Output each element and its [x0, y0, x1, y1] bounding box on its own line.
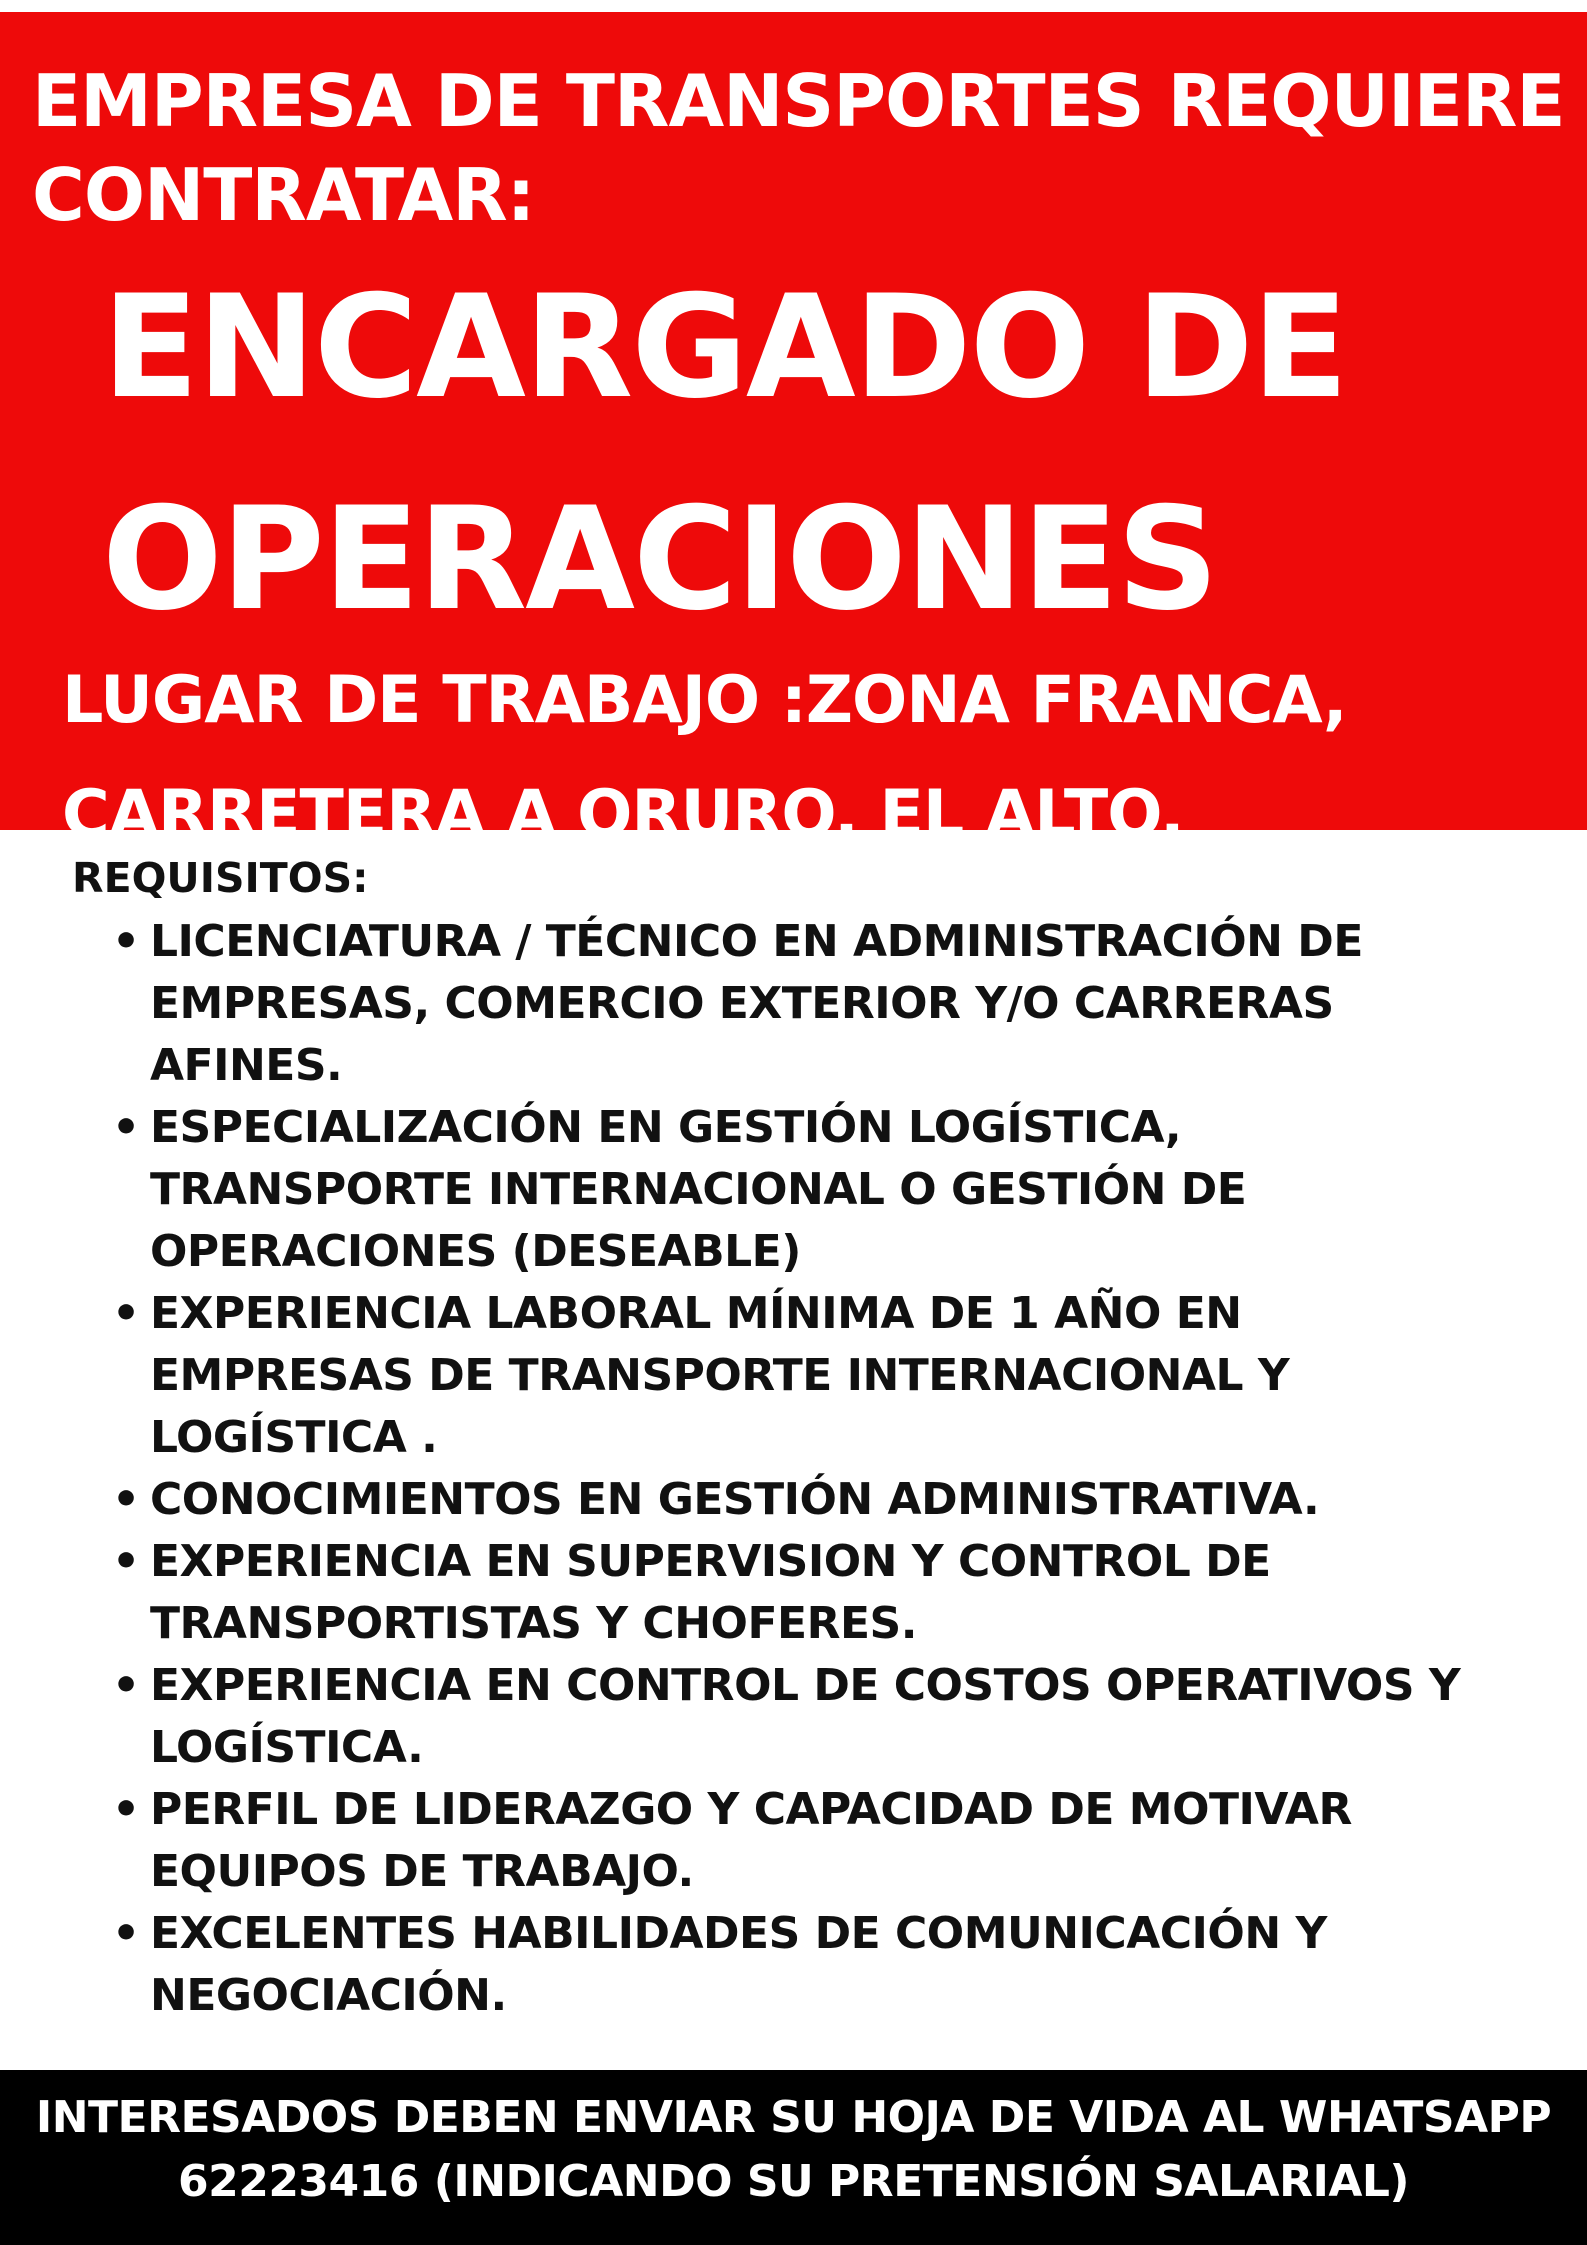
requirement-line: NEGOCIACIÓN.: [150, 1970, 507, 2021]
contact-line: 62223416 (INDICANDO SU PRETENSIÓN SALARIAL): [177, 2156, 1410, 2207]
location-line: LUGAR DE TRABAJO :ZONA FRANCA,: [62, 663, 1347, 738]
requirement-item: [110, 1097, 1490, 1283]
bullet-icon: •: [112, 1536, 140, 1587]
bullet-icon: •: [112, 1288, 140, 1339]
intro-line: CONTRATAR:: [32, 153, 535, 237]
top-margin: [0, 0, 1587, 12]
requirement-item: [110, 1469, 1490, 1531]
company-intro: [32, 54, 1565, 242]
requirement-line: AFINES.: [150, 1040, 343, 1091]
requirement-line: LOGÍSTICA .: [150, 1412, 438, 1463]
requirement-item: [110, 1779, 1490, 1903]
requirement-line: PERFIL DE LIDERAZGO Y CAPACIDAD DE MOTIVAR: [150, 1784, 1352, 1835]
bullet-icon: •: [112, 1660, 140, 1711]
requirement-item: [110, 1531, 1490, 1655]
work-location: [62, 644, 1562, 872]
requirement-line: TRANSPORTISTAS Y CHOFERES.: [150, 1598, 917, 1649]
intro-line: EMPRESA DE TRANSPORTES REQUIERE: [32, 59, 1565, 143]
bullet-icon: •: [112, 916, 140, 967]
requirement-line: TRANSPORTE INTERNACIONAL O GESTIÓN DE: [150, 1164, 1247, 1215]
contact-footer: [0, 2070, 1587, 2245]
location-line: CARRETERA A ORURO, EL ALTO.: [62, 777, 1184, 852]
bullet-icon: •: [112, 1908, 140, 1959]
job-title: [102, 242, 1562, 666]
requirement-line: LICENCIATURA / TÉCNICO EN ADMINISTRACIÓN DE: [150, 916, 1363, 967]
requirement-line: EXPERIENCIA EN SUPERVISION Y CONTROL DE: [150, 1536, 1271, 1587]
requirement-line: EMPRESAS, COMERCIO EXTERIOR Y/O CARRERAS: [150, 978, 1334, 1029]
header-banner: [0, 12, 1587, 852]
requirements-heading: REQUISITOS:: [72, 854, 369, 902]
requirement-line: EXPERIENCIA LABORAL MÍNIMA DE 1 AÑO EN: [150, 1288, 1242, 1339]
requirement-item: [110, 1655, 1490, 1779]
bullet-icon: •: [112, 1474, 140, 1525]
requirement-item: [110, 1283, 1490, 1469]
bullet-icon: •: [112, 1102, 140, 1153]
contact-line: INTERESADOS DEBEN ENVIAR SU HOJA DE VIDA AL WHATSAPP: [35, 2092, 1552, 2143]
requirement-line: EMPRESAS DE TRANSPORTE INTERNACIONAL Y: [150, 1350, 1290, 1401]
requirement-item: [110, 1903, 1490, 2027]
requirement-line: OPERACIONES (DESEABLE): [150, 1226, 801, 1277]
contact-instructions: [0, 2086, 1587, 2214]
requirement-item: [110, 911, 1490, 1097]
requirement-line: EXPERIENCIA EN CONTROL DE COSTOS OPERATIVOS Y: [150, 1660, 1461, 1711]
job-title-line: ENCARGADO DE: [102, 265, 1347, 430]
job-title-line: OPERACIONES: [102, 477, 1217, 642]
requirement-line: CONOCIMIENTOS EN GESTIÓN ADMINISTRATIVA.: [150, 1474, 1320, 1525]
requirement-line: EQUIPOS DE TRABAJO.: [150, 1846, 694, 1897]
requirements-list: [110, 911, 1490, 2027]
requirement-line: ESPECIALIZACIÓN EN GESTIÓN LOGÍSTICA,: [150, 1102, 1182, 1153]
requirement-line: EXCELENTES HABILIDADES DE COMUNICACIÓN Y: [150, 1908, 1327, 1959]
requirement-line: LOGÍSTICA.: [150, 1722, 424, 1773]
bullet-icon: •: [112, 1784, 140, 1835]
